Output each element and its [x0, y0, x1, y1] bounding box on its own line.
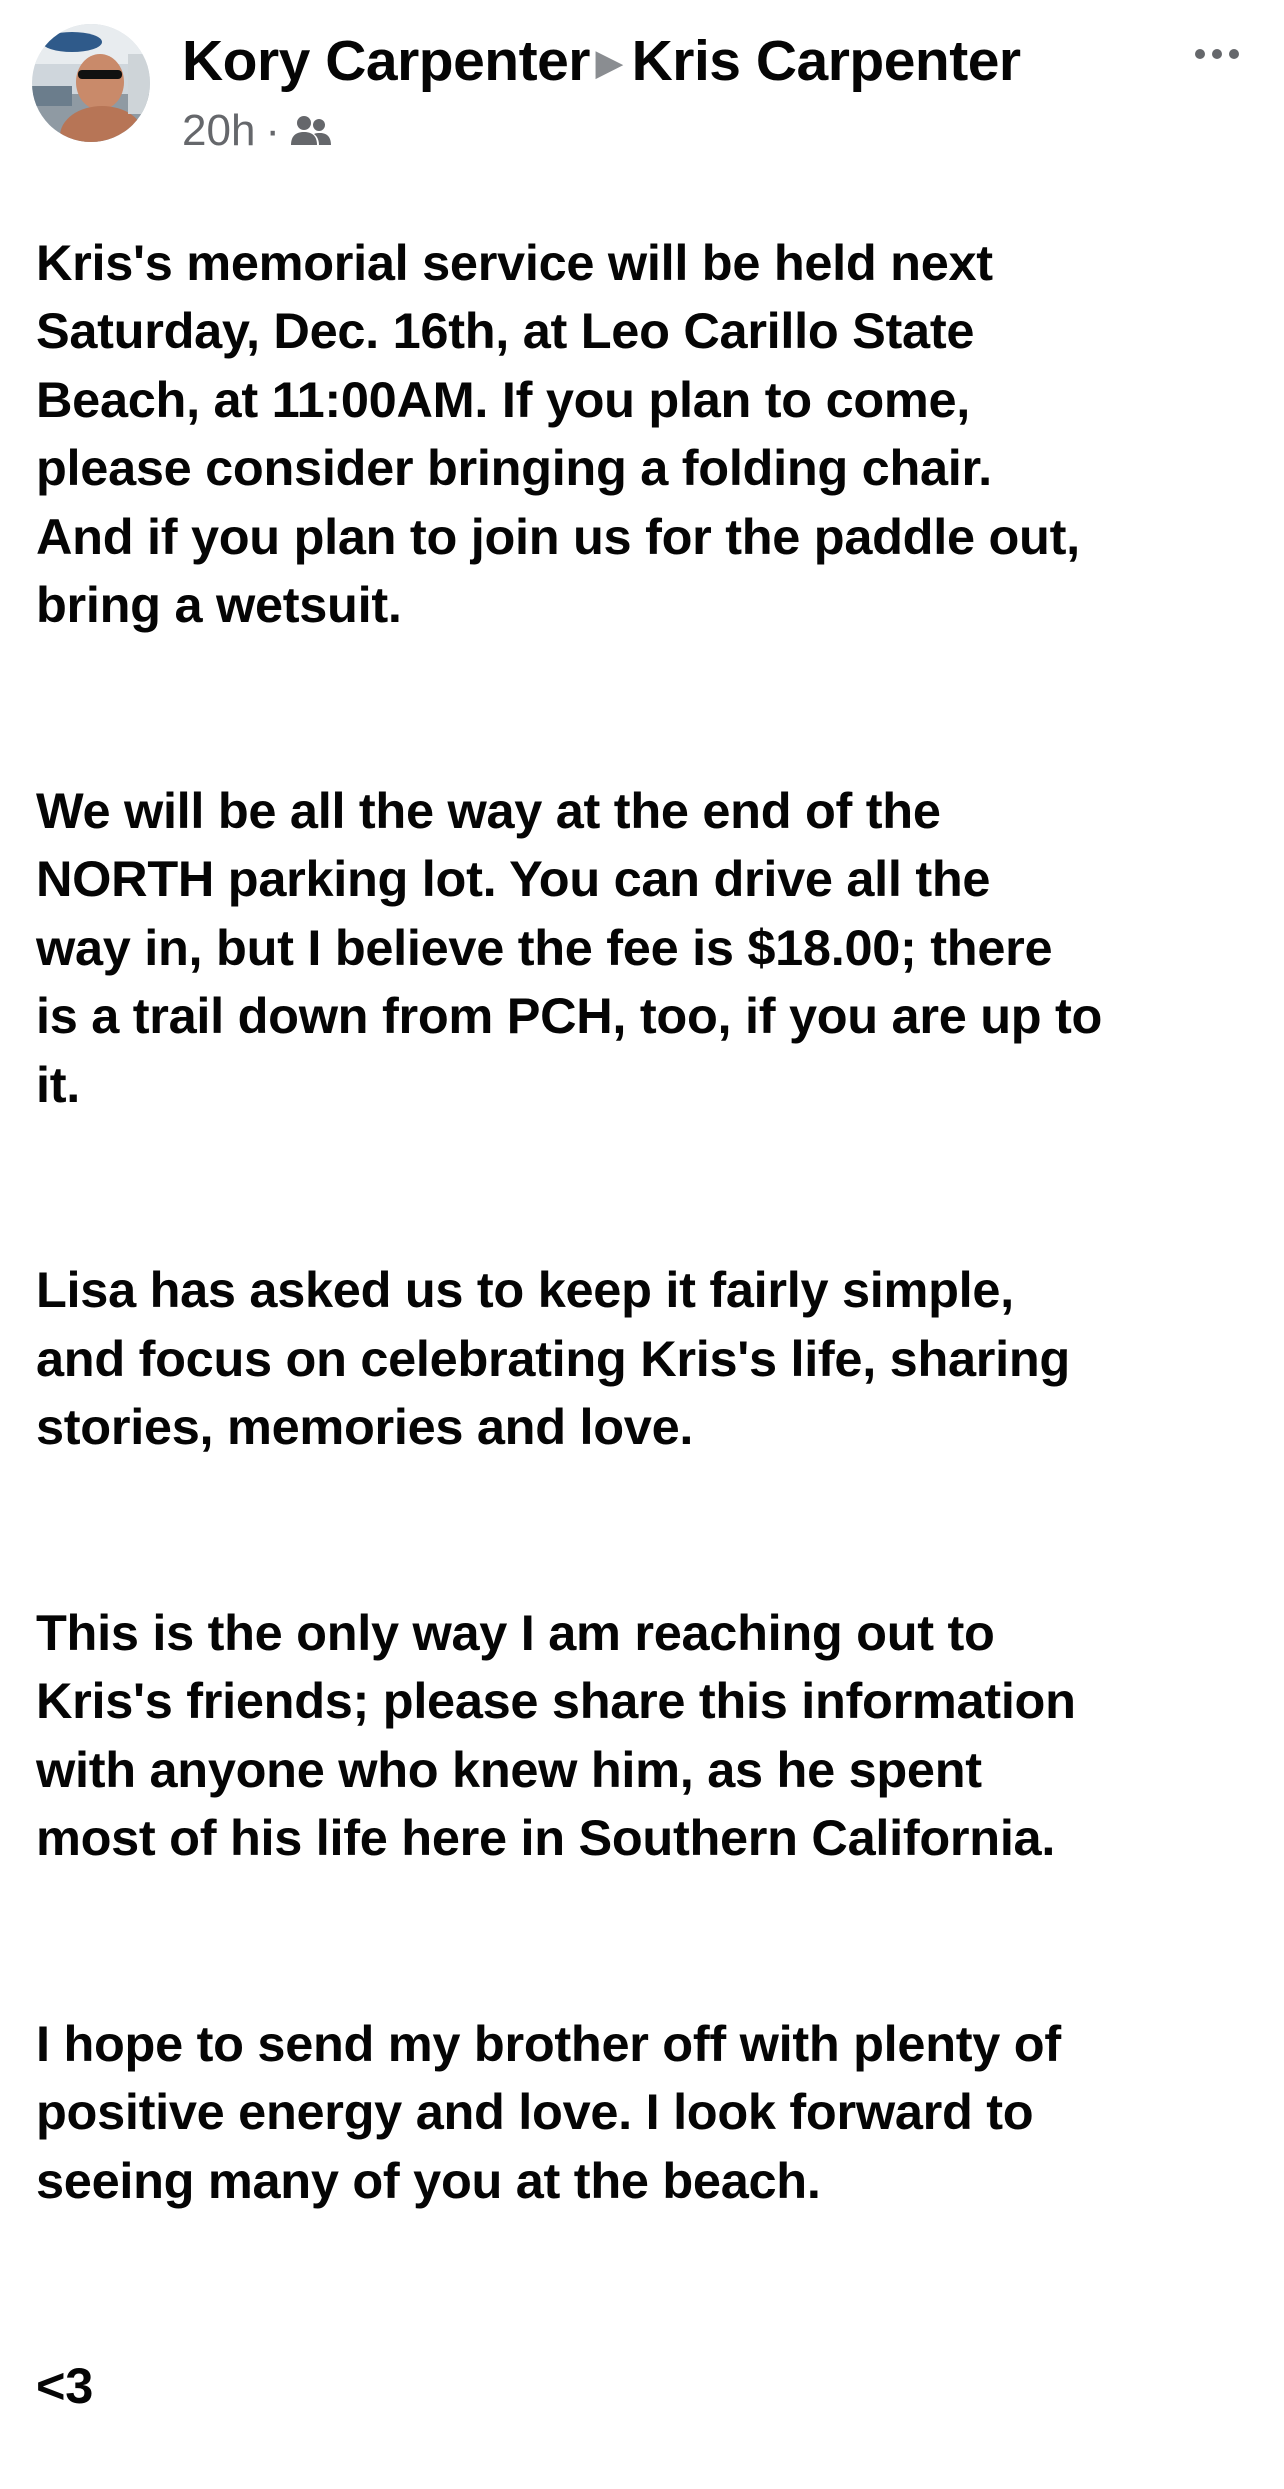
post-body [36, 160, 1246, 2489]
arrow-right-icon: ▶ [595, 44, 622, 82]
post-paragraph: We will be all the way at the end of the NORTH parking lot. You can drive all the way in, but I believe the fee is $18.00; there is a trail down from PCH, too, if you are up to it. [36, 781, 1103, 1113]
author-name[interactable]: Kory Carpenter [182, 29, 590, 93]
post-paragraph: I hope to send my brother off with plenty of positive energy and love. I look forward to seeing many of you at the beach. [36, 2014, 1061, 2209]
recipient-name[interactable]: Kris Carpenter [631, 29, 1021, 93]
friends-icon[interactable] [290, 108, 332, 162]
post-paragraph: This is the only way I am reaching out to Kris's friends; please share this information with anyone who knew him, as he spent most of his life here in Southern California. [36, 1603, 1076, 1866]
avatar-photo [32, 24, 150, 142]
post-header [32, 20, 1252, 155]
more-options-button[interactable] [1182, 34, 1252, 74]
post-paragraph: <3 [36, 2357, 93, 2414]
timestamp[interactable]: 20h [182, 106, 256, 155]
post-paragraph: Kris's memorial service will be held next Saturday, Dec. 16th, at Leo Carillo State Beach, at 11:00AM. If you plan to come, please consider bringing a folding chair. And if you plan to join us for the paddle out, bring a wetsuit. [36, 233, 1080, 633]
more-options-icon [1194, 48, 1240, 60]
avatar[interactable] [32, 24, 150, 142]
post-meta [182, 104, 332, 162]
post-paragraph: Lisa has asked us to keep it fairly simple, and focus on celebrating Kris's life, sharing stories, memories and love. [36, 1261, 1070, 1455]
meta-separator: · [265, 106, 281, 155]
author-line [182, 26, 1021, 98]
